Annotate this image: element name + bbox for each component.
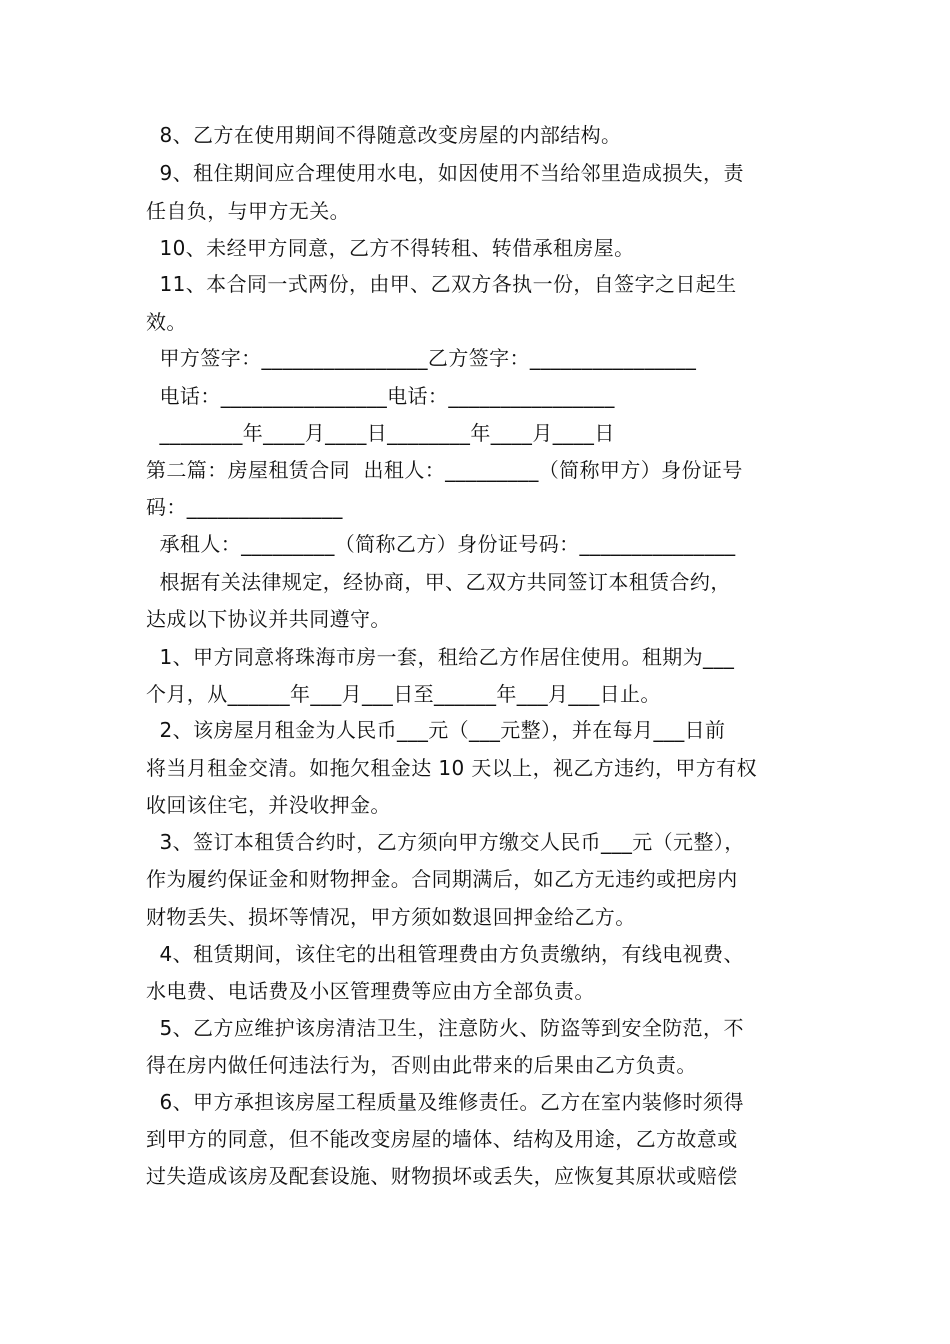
text-line: 达成以下协议并共同遵守。 — [146, 607, 391, 631]
text-line: 作为履约保证金和财物押金。合同期满后，如乙方无违约或把房内 — [146, 867, 738, 891]
text-line: 个月，从______年___月___日至______年___月___日止。 — [146, 682, 661, 706]
phone-line: 电话：________________电话：________________ — [146, 384, 615, 408]
text-line: 8、乙方在使用期间不得随意改变房屋的内部结构。 — [146, 123, 622, 147]
text-line: 收回该住宅，并没收押金。 — [146, 793, 391, 817]
signature-line: 甲方签字：________________乙方签字：________________ — [146, 346, 697, 370]
date-line: ________年____月____日________年____月____日 — [146, 421, 615, 445]
text-line: 11、本合同一式两份，由甲、乙双方各执一份，自签字之日起生 — [146, 272, 737, 296]
text-line: 任自负，与甲方无关。 — [146, 199, 350, 223]
text-line: 9、租住期间应合理使用水电，如因使用不当给邻里造成损失，责 — [146, 161, 744, 185]
text-line: 1、甲方同意将珠海市房一套，租给乙方作居住使用。租期为___ — [146, 645, 735, 669]
text-line: 6、甲方承担该房屋工程质量及维修责任。乙方在室内装修时须得 — [146, 1090, 744, 1114]
text-line: 3、签订本租赁合约时，乙方须向甲方缴交人民币___元（元整）， — [146, 830, 745, 854]
text-line: 将当月租金交清。如拖欠租金达 10 天以上，视乙方违约，甲方有权 — [146, 756, 757, 780]
text-line: 过失造成该房及配套设施、财物损坏或丢失，应恢复其原状或赔偿 — [146, 1164, 738, 1188]
text-line: 得在房内做任何违法行为，否则由此带来的后果由乙方负责。 — [146, 1053, 697, 1077]
text-line: 根据有关法律规定，经协商，甲、乙双方共同签订本租赁合约， — [146, 570, 731, 594]
text-line: 5、乙方应维护该房清洁卫生，注意防火、防盗等到安全防范，不 — [146, 1016, 744, 1040]
text-line: 效。 — [146, 310, 187, 334]
text-line: 码：_______________ — [146, 495, 343, 519]
text-line: 到甲方的同意，但不能改变房屋的墙体、结构及用途，乙方故意或 — [146, 1127, 738, 1151]
text-line: 10、未经甲方同意，乙方不得转租、转借承租房屋。 — [146, 236, 635, 260]
text-line: 承租人：_________（简称乙方）身份证号码：_______________ — [146, 532, 736, 556]
section-heading-line: 第二篇：房屋租赁合同 出租人：_________（简称甲方）身份证号 — [146, 458, 743, 482]
text-line: 水电费、电话费及小区管理费等应由方全部负责。 — [146, 979, 595, 1003]
text-line: 4、租赁期间，该住宅的出租管理费由方负责缴纳，有线电视费、 — [146, 942, 744, 966]
text-line: 2、该房屋月租金为人民币___元（___元整），并在每月___日前 — [146, 718, 726, 742]
text-line: 财物丢失、损坏等情况，甲方须如数退回押金给乙方。 — [146, 905, 636, 929]
